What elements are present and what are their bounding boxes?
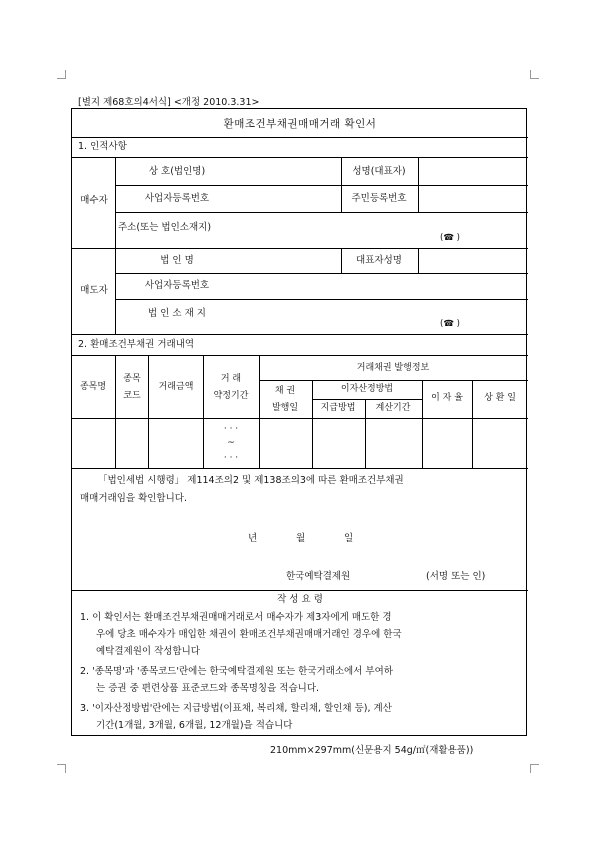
rule-v-seller-mid [341, 248, 342, 273]
buyer-name-label: 상 호(법인명) [148, 166, 206, 177]
instruction-line: 1. 이 확인서는 환매조건부채권매매거래로서 매수자가 제3자에게 매도한 경 [80, 612, 392, 623]
rule-seller-row1 [115, 273, 528, 274]
signer-name: 한국예탁결제원 [286, 571, 351, 582]
rule-v-c1 [115, 355, 116, 468]
col-maturity: 상 환 일 [484, 393, 516, 403]
col-issue-date-2: 발행일 [271, 403, 299, 413]
crop-mark-top-right [530, 70, 539, 79]
col-item-code-1: 종목 [123, 374, 141, 384]
seller-bizno-label: 사업자등록번호 [144, 280, 210, 291]
instructions-heading: 작 성 요 령 [277, 594, 323, 605]
col-period-1: 거 래 [220, 374, 242, 384]
instruction-line: 우에 당초 매수자가 매입한 채권이 환매조건부채권매매거래인 경우에 한국 [96, 629, 402, 640]
instruction-line: 3. '이자산정방법'란에는 지급방법(이표채, 복리채, 할리채, 할인채 등), 계산 [80, 703, 392, 714]
rule-v-c7 [422, 380, 423, 468]
seller-location-label: 법 인 소 재 지 [148, 308, 206, 319]
period-value-mid: ~ [227, 438, 235, 448]
rule-interest-sub [312, 399, 422, 400]
rule-v-c4 [259, 355, 260, 468]
crop-mark-bottom-left [57, 764, 66, 773]
col-item-code-2: 코드 [123, 391, 141, 401]
rule-seller-row2 [115, 299, 528, 300]
instruction-line: 2. '종목명'과 '종목코드'란에는 한국예탁결제원 또는 한국거래소에서 부여하 [80, 666, 393, 677]
confirmation-line-1: 「법인세법 시행령」 제114조의2 및 제138조의3에 따른 환매조건부채권 [98, 475, 404, 486]
col-interest-rate: 이 자 율 [431, 393, 463, 403]
buyer-phone: (☎ ) [440, 233, 460, 243]
seller-phone: (☎ ) [440, 319, 460, 329]
rule-v-label [115, 157, 116, 334]
col-calc-period: 계산기간 [375, 403, 411, 413]
col-issue-date-1: 채 권 [274, 386, 296, 396]
rule-buyer-row2 [115, 212, 528, 213]
seller-rep-label: 대표자성명 [356, 255, 402, 266]
instruction-line: 예탁결제원이 작성합니다 [96, 646, 200, 657]
col-item-name: 종목명 [79, 382, 107, 392]
period-value-bottom: · · · [223, 453, 239, 463]
buyer-label: 매수자 [80, 195, 108, 206]
col-period-2: 약정기간 [213, 391, 249, 401]
signature-label: (서명 또는 인) [426, 571, 486, 582]
rule-section2 [72, 355, 528, 356]
rule-title [72, 137, 528, 138]
confirmation-line-2: 매매거래임을 확인합니다. [80, 493, 187, 504]
seller-name-label: 법 인 명 [160, 255, 194, 266]
crop-mark-top-left [57, 70, 66, 79]
period-value-top: · · · [223, 424, 239, 434]
form-title: 환매조건부채권매매거래 확인서 [223, 118, 377, 130]
col-issue-info: 거래채권 발행정보 [356, 363, 430, 373]
date-year: 년 [248, 533, 258, 544]
buyer-rrn-label: 주민등록번호 [351, 193, 407, 204]
buyer-rep-label: 성명(대표자) [352, 166, 406, 177]
crop-mark-bottom-right [530, 764, 539, 773]
instruction-line: 기간(1개월, 3개월, 6개월, 12개월)을 적습니다 [96, 720, 293, 731]
col-payment-method: 지급방법 [320, 403, 356, 413]
col-amount: 거래금액 [158, 382, 194, 392]
rule-v-c8 [472, 380, 473, 468]
rule-issue-info [259, 380, 528, 381]
rule-v-seller-mid2 [418, 248, 419, 273]
rule-v-mid2 [418, 157, 419, 212]
rule-v-c3 [203, 355, 204, 468]
buyer-bizno-label: 사업자등록번호 [144, 193, 210, 204]
rule-section1 [72, 157, 528, 158]
rule-buyer-end [72, 248, 528, 249]
confirmation-form [71, 108, 527, 736]
rule-v-c2 [148, 355, 149, 468]
rule-table-end [72, 468, 528, 469]
date-month: 월 [296, 533, 306, 544]
section1-heading: 1. 인적사항 [78, 141, 127, 152]
rule-v-c5 [312, 380, 313, 468]
col-interest-method: 이자산정방법 [340, 384, 394, 394]
buyer-address-label: 주소(또는 법인소재지) [118, 222, 212, 233]
date-day: 일 [344, 533, 354, 544]
instruction-line: 는 증권 중 편련상품 표준코드와 종목명칭을 적습니다. [96, 683, 320, 694]
rule-confirm-end [72, 590, 528, 591]
paper-spec-footer: 210mm×297mm(신문용지 54g/㎡(재활용품)) [270, 745, 474, 756]
section2-heading: 2. 환매조건부채권 거래내역 [78, 339, 195, 350]
rule-seller-end [72, 334, 528, 335]
seller-label: 매도자 [80, 285, 108, 296]
rule-v-c6 [365, 399, 366, 468]
rule-table-header [72, 418, 528, 419]
rule-buyer-row1 [115, 185, 528, 186]
form-header: [별지 제68호의4서식] <개정 2010.3.31> [78, 97, 260, 108]
rule-v-mid [341, 157, 342, 212]
